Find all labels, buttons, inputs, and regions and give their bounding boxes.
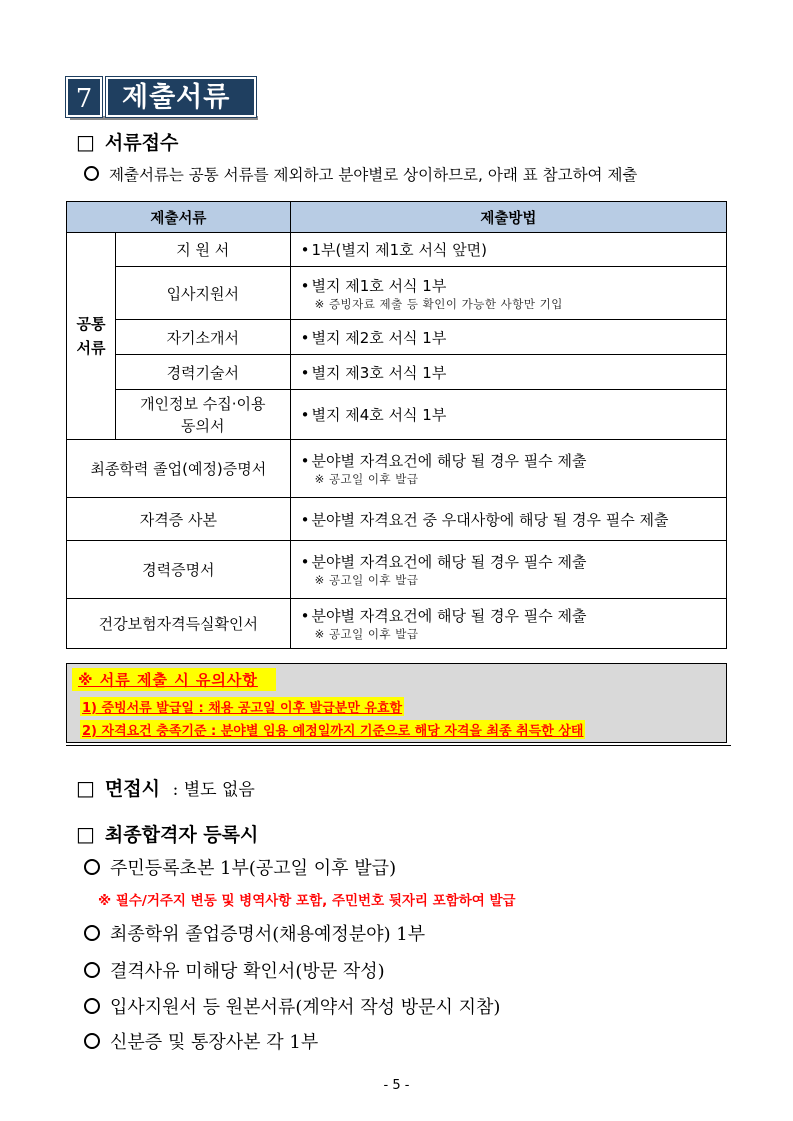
final-heading-text: 최종합격자 등록시 [104, 824, 259, 846]
notice-line-2: 2) 자격요건 충족기준 : 분야별 임용 예정일까지 기준으로 해당 자격을 최종 취득한 상태 [80, 720, 585, 739]
circle-bullet-icon [84, 998, 100, 1014]
doc-name: 최종학력 졸업(예정)증명서 [67, 440, 291, 498]
list-item [84, 957, 385, 983]
common-group-label: 공통 서류 [67, 233, 116, 440]
doc-name-line2: 동의서 [181, 416, 225, 435]
doc-method-text: 별지 제1호 서식 1부 [311, 276, 447, 295]
table-row [67, 541, 727, 599]
table-row [67, 390, 727, 440]
bullet-icon: • [300, 510, 310, 529]
doc-method [290, 541, 726, 599]
final-heading [76, 820, 258, 847]
bullet-icon: • [300, 328, 310, 347]
table-header-documents: 제출서류 [67, 202, 291, 233]
receipt-heading-text: 서류접수 [104, 132, 179, 154]
doc-note: ※ 공고일 이후 발급 [314, 573, 419, 587]
bullet-icon: • [300, 452, 310, 470]
table-row [67, 440, 727, 498]
doc-method [290, 440, 726, 498]
documents-table [66, 201, 727, 649]
list-item [84, 854, 396, 880]
list-item [84, 993, 500, 1019]
doc-method-text: 분야별 자격요건 중 우대사항에 해당 될 경우 필수 제출 [311, 510, 669, 529]
doc-method-text: 1부(별지 제1호 서식 앞면) [311, 241, 488, 259]
doc-method-text: 분야별 자격요건에 해당 될 경우 필수 제출 [311, 553, 587, 571]
circle-bullet-icon [84, 166, 99, 181]
page-number: - 5 - [383, 1078, 410, 1093]
doc-method [290, 267, 726, 320]
table-row [67, 233, 727, 267]
bullet-icon: • [300, 276, 310, 295]
circle-bullet-icon [84, 1033, 100, 1049]
receipt-heading [76, 128, 178, 155]
section-number: 7 [66, 77, 102, 117]
circle-bullet-icon [84, 962, 100, 978]
doc-method [290, 233, 726, 267]
doc-name: 경력증명서 [67, 541, 291, 599]
doc-method-text: 분야별 자격요건에 해당 될 경우 필수 제출 [311, 452, 587, 470]
interview-heading [76, 774, 255, 801]
list-item [84, 1028, 318, 1054]
doc-name: 경력기술서 [115, 355, 290, 390]
table-row [67, 498, 727, 541]
notice-title: ※ 서류 제출 시 유의사항 [72, 668, 276, 691]
list-item-text: 주민등록초본 1부(공고일 이후 발급) [110, 858, 397, 879]
bullet-icon: • [300, 553, 310, 571]
doc-name [115, 390, 290, 440]
doc-method [290, 599, 726, 649]
doc-method [290, 320, 726, 355]
list-item-text: 결격사유 미해당 확인서(방문 작성) [110, 961, 385, 982]
list-item-text: 입사지원서 등 원본서류(계약서 작성 방문시 지참) [110, 997, 501, 1018]
doc-method [290, 355, 726, 390]
receipt-intro [84, 163, 637, 185]
interview-detail: : 별도 없음 [172, 780, 255, 800]
bullet-icon: • [300, 363, 310, 382]
receipt-intro-text: 제출서류는 공통 서류를 제외하고 분야별로 상이하므로, 아래 표 참고하여 제출 [109, 166, 638, 184]
doc-note: ※ 공고일 이후 발급 [314, 472, 419, 486]
doc-method [290, 390, 726, 440]
doc-name: 지 원 서 [115, 233, 290, 267]
bullet-icon: • [300, 406, 310, 424]
circle-bullet-icon [84, 859, 100, 875]
doc-method-text: 별지 제2호 서식 1부 [311, 328, 447, 347]
circle-bullet-icon [84, 925, 100, 941]
bullet-icon: • [300, 607, 310, 625]
list-item [84, 920, 425, 946]
doc-method [290, 498, 726, 541]
section-title: 제출서류 [106, 77, 256, 117]
final-red-note: ※ 필수/거주지 변동 및 병역사항 포함, 주민번호 뒷자리 포함하여 발급 [98, 893, 516, 909]
notice-line-1: 1) 증빙서류 발급일 : 채용 공고일 이후 발급분만 유효함 [80, 697, 404, 716]
doc-note: ※ 공고일 이후 발급 [314, 627, 419, 641]
list-item-text: 최종학위 졸업증명서(채용예정분야) 1부 [110, 924, 426, 945]
doc-method-text: 별지 제4호 서식 1부 [311, 406, 447, 424]
doc-name: 입사지원서 [115, 267, 290, 320]
bullet-icon: • [300, 241, 310, 259]
checkbox-square-icon: □ [76, 776, 95, 800]
interview-heading-text: 면접시 [104, 778, 160, 800]
table-row [67, 599, 727, 649]
doc-name: 건강보험자격득실확인서 [67, 599, 291, 649]
table-header-row [67, 202, 727, 233]
doc-note: ※ 증빙자료 제출 등 확인이 가능한 사항만 기입 [314, 296, 563, 311]
checkbox-square-icon: □ [76, 822, 95, 846]
table-row [67, 320, 727, 355]
table-header-method: 제출방법 [290, 202, 726, 233]
doc-method-text: 별지 제3호 서식 1부 [311, 363, 447, 382]
doc-name-line1: 개인정보 수집·이용 [140, 394, 266, 413]
table-row [67, 355, 727, 390]
doc-method-text: 분야별 자격요건에 해당 될 경우 필수 제출 [311, 607, 587, 625]
notice-divider [66, 745, 731, 746]
table-row [67, 267, 727, 320]
doc-name: 자격증 사본 [67, 498, 291, 541]
doc-name: 자기소개서 [115, 320, 290, 355]
checkbox-square-icon: □ [76, 130, 95, 154]
list-item-text: 신분증 및 통장사본 각 1부 [110, 1032, 319, 1053]
